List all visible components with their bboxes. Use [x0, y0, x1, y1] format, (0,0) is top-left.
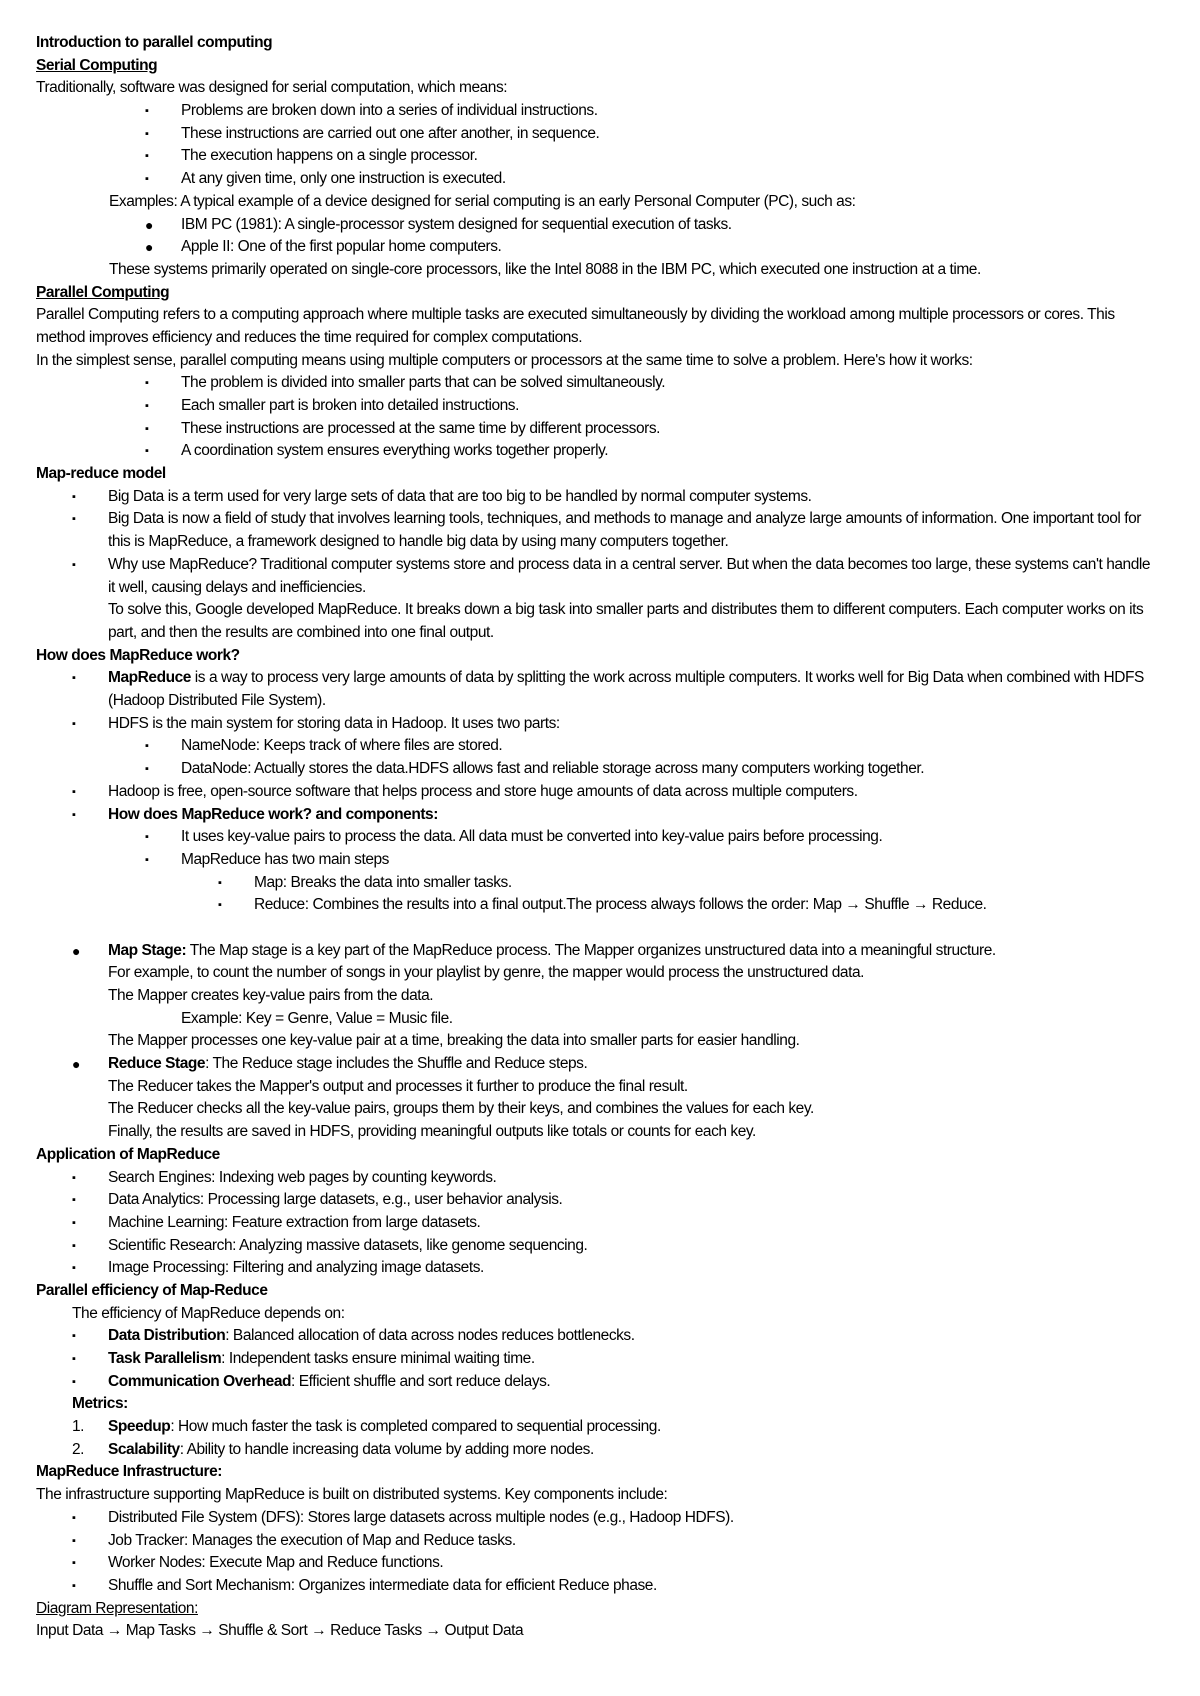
- bullet-marker: ▪: [72, 1194, 76, 1207]
- bullet-marker: ▪: [72, 558, 76, 571]
- model-bullet-continuation: To solve this, Google developed MapReduce. It breaks down a big task into smaller parts and distributes them to different computers. Each computer works on its part, and then the results are combined into one final output.: [108, 601, 1144, 641]
- parallel-heading: Parallel Computing: [36, 283, 170, 301]
- efficiency-item: ▪ Data Distribution: Balanced allocation of data across nodes reduces bottlenecks.: [36, 1325, 1160, 1348]
- parallel-bullet: ▪ Each smaller part is broken into detailed instructions.: [36, 395, 1160, 418]
- bullet-marker: ▪: [72, 672, 76, 685]
- bullet-marker: ▪: [72, 785, 76, 798]
- application-item: ▪ Data Analytics: Processing large datasets, e.g., user behavior analysis.: [36, 1189, 1160, 1212]
- bullet-marker: ●: [72, 942, 81, 959]
- serial-bullet: ▪ At any given time, only one instruction is executed.: [36, 168, 1160, 191]
- bullet-marker: ▪: [72, 1216, 76, 1229]
- how-work-bullet: ▪ MapReduce is a way to process very large amounts of data by splitting the work across multiple computers. It works well for Big Data when combined with HDFS (Hadoop Distributed File System).: [72, 669, 1144, 710]
- bullet-marker: ▪: [72, 1375, 76, 1388]
- bullet-marker: ▪: [145, 740, 149, 753]
- serial-bullet: ▪ Problems are broken down into a series of individual instructions.: [36, 100, 1160, 123]
- parallel-paragraph: In the simplest sense, parallel computing means using multiple computers or processors at the same time to solve a problem. Here's how it works:: [36, 351, 973, 369]
- bullet-marker: ▪: [145, 853, 149, 866]
- infrastructure-intro: The infrastructure supporting MapReduce is built on distributed systems. Key components include:: [36, 1486, 668, 1504]
- bullet-marker: ▪: [72, 717, 76, 730]
- model-bullet: ▪ Why use MapReduce? Traditional computer systems store and process data in a central server. But when the data becomes too large, these systems can't handle it well, causing delays and inefficiencies.: [72, 555, 1151, 596]
- application-item: ▪ Scientific Research: Analyzing massive datasets, like genome sequencing.: [36, 1235, 1160, 1258]
- model-bullet: ▪ Big Data is now a field of study that involves learning tools, techniques, and methods to manage and analyze large amounts of information. One important tool for this is MapReduce, a framework designed to handle big data by using many computers together.: [72, 510, 1141, 551]
- bullet-marker: ●: [145, 239, 154, 256]
- how-work-heading: How does MapReduce work?: [36, 646, 240, 664]
- bullet-marker: ▪: [145, 377, 149, 390]
- bullet-marker: ▪: [72, 1171, 76, 1184]
- bullet-marker: ▪: [72, 1330, 76, 1343]
- bullet-marker: ▪: [145, 422, 149, 435]
- infrastructure-item: ▪ Job Tracker: Manages the execution of Map and Reduce tasks.: [36, 1530, 1160, 1553]
- bullet-marker: ▪: [145, 400, 149, 413]
- bullet-marker: ▪: [145, 445, 149, 458]
- serial-examples-line: Examples: A typical example of a device designed for serial computing is an early Personal Computer (PC), such as:: [109, 192, 856, 210]
- infrastructure-item: ▪ Distributed File System (DFS): Stores large datasets across multiple nodes (e.g., Hadoop HDFS).: [36, 1507, 1160, 1530]
- mapreduce-model-heading: Map-reduce model: [36, 465, 166, 483]
- bullet-marker: ●: [145, 216, 154, 233]
- application-heading: Application of MapReduce: [36, 1145, 220, 1163]
- hdfs-sub-bullet: ▪ DataNode: Actually stores the data.HDFS allows fast and reliable storage across many computers working together.: [36, 758, 1160, 781]
- diagram-flow: Input Data → Map Tasks → Shuffle & Sort → Reduce Tasks → Output Data: [36, 1622, 524, 1640]
- efficiency-intro: The efficiency of MapReduce depends on:: [72, 1304, 345, 1322]
- application-item: ▪ Search Engines: Indexing web pages by counting keywords.: [36, 1167, 1160, 1190]
- hdfs-sub-bullet: ▪ NameNode: Keeps track of where files are stored.: [36, 735, 1160, 758]
- bullet-marker: ▪: [72, 490, 76, 503]
- list-number: 1.: [72, 1418, 85, 1436]
- bullet-marker: ▪: [72, 1534, 76, 1547]
- bullet-marker: ▪: [218, 899, 222, 912]
- spacer: [36, 917, 1160, 940]
- parallel-bullet: ▪ A coordination system ensures everything works together properly.: [36, 440, 1160, 463]
- model-bullet: ▪ Big Data is a term used for very large sets of data that are too big to be handled by normal computer systems.: [36, 486, 1160, 509]
- serial-example: ● Apple II: One of the first popular home computers.: [36, 236, 1160, 259]
- bullet-marker: ▪: [145, 831, 149, 844]
- bullet-marker: ●: [72, 1056, 81, 1073]
- bullet-marker: ▪: [72, 1262, 76, 1275]
- infrastructure-item: ▪ Shuffle and Sort Mechanism: Organizes intermediate data for efficient Reduce phase.: [36, 1575, 1160, 1598]
- serial-example: ● IBM PC (1981): A single-processor system designed for sequential execution of tasks.: [36, 214, 1160, 237]
- bullet-marker: ▪: [72, 513, 76, 526]
- metric-item: 2. Scalability: Ability to handle increasing data volume by adding more nodes.: [36, 1439, 1160, 1462]
- reduce-stage-line: The Reducer takes the Mapper's output and processes it further to produce the final result.: [108, 1077, 688, 1095]
- bullet-marker: ▪: [72, 1557, 76, 1570]
- how-work-bullet: ▪ Hadoop is free, open-source software that helps process and store huge amounts of data across multiple computers.: [36, 781, 1160, 804]
- efficiency-item: ▪ Task Parallelism: Independent tasks ensure minimal waiting time.: [36, 1348, 1160, 1371]
- steps-sub-bullet: ▪ Map: Breaks the data into smaller tasks.: [36, 872, 1160, 895]
- map-stage-line: The Mapper creates key-value pairs from the data.: [108, 987, 434, 1005]
- parallel-bullet: ▪ These instructions are processed at the same time by different processors.: [36, 418, 1160, 441]
- bullet-marker: ▪: [218, 876, 222, 889]
- components-sub-bullet: ▪ MapReduce has two main steps: [36, 849, 1160, 872]
- bullet-marker: ▪: [72, 1579, 76, 1592]
- metric-item: 1. Speedup: How much faster the task is completed compared to sequential processing.: [36, 1416, 1160, 1439]
- serial-heading: Serial Computing: [36, 56, 158, 74]
- parallel-paragraph: Parallel Computing refers to a computing approach where multiple tasks are executed simultaneously by dividing the workload among multiple processors or cores. This method improves efficiency and reduces the time required for complex computations.: [36, 306, 1115, 346]
- bullet-marker: ▪: [145, 150, 149, 163]
- list-number: 2.: [72, 1440, 85, 1458]
- reduce-stage-line: Finally, the results are saved in HDFS, providing meaningful outputs like totals or counts for each key.: [108, 1123, 756, 1141]
- steps-sub-bullet: ▪ Reduce: Combines the results into a final output.The process always follows the order: Map → Shuffle → Reduce.: [36, 894, 1160, 917]
- bullet-marker: ▪: [72, 808, 76, 821]
- components-sub-bullet: ▪ It uses key-value pairs to process the data. All data must be converted into key-value pairs before processing.: [36, 826, 1160, 849]
- bullet-marker: ▪: [72, 1511, 76, 1524]
- infrastructure-heading: MapReduce Infrastructure:: [36, 1463, 222, 1481]
- map-stage-line: The Mapper processes one key-value pair at a time, breaking the data into smaller parts for easier handling.: [108, 1032, 800, 1050]
- serial-bullet: ▪ The execution happens on a single processor.: [36, 145, 1160, 168]
- parallel-bullet: ▪ The problem is divided into smaller parts that can be solved simultaneously.: [36, 372, 1160, 395]
- infrastructure-item: ▪ Worker Nodes: Execute Map and Reduce functions.: [36, 1552, 1160, 1575]
- metrics-label: Metrics:: [72, 1395, 128, 1413]
- bullet-marker: ▪: [72, 1353, 76, 1366]
- map-stage-line: For example, to count the number of songs in your playlist by genre, the mapper would process the unstructured data.: [108, 964, 864, 982]
- efficiency-heading: Parallel efficiency of Map-Reduce: [36, 1281, 268, 1299]
- reduce-stage-bullet: ● Reduce Stage: The Reduce stage includes the Shuffle and Reduce steps.: [36, 1053, 1160, 1076]
- how-work-bullet: ▪ How does MapReduce work? and components:: [36, 804, 1160, 827]
- serial-intro: Traditionally, software was designed for serial computation, which means:: [36, 79, 508, 97]
- bullet-marker: ▪: [145, 105, 149, 118]
- bullet-marker: ▪: [145, 763, 149, 776]
- map-stage-example: Example: Key = Genre, Value = Music file.: [181, 1009, 453, 1027]
- bullet-marker: ▪: [72, 1239, 76, 1252]
- diagram-heading: Diagram Representation:: [36, 1599, 198, 1617]
- how-work-bullet: ▪ HDFS is the main system for storing data in Hadoop. It uses two parts:: [36, 713, 1160, 736]
- efficiency-item: ▪ Communication Overhead: Efficient shuffle and sort reduce delays.: [36, 1371, 1160, 1394]
- serial-bullet: ▪ These instructions are carried out one after another, in sequence.: [36, 123, 1160, 146]
- application-item: ▪ Machine Learning: Feature extraction from large datasets.: [36, 1212, 1160, 1235]
- bullet-marker: ▪: [145, 173, 149, 186]
- map-stage-bullet: ● Map Stage: The Map stage is a key part of the MapReduce process. The Mapper organizes unstructured data into a meaningful structure.: [36, 940, 1160, 963]
- application-item: ▪ Image Processing: Filtering and analyzing image datasets.: [36, 1257, 1160, 1280]
- serial-closing: These systems primarily operated on single-core processors, like the Intel 8088 in the IBM PC, which executed one instruction at a time.: [109, 260, 981, 278]
- document-title: Introduction to parallel computing: [36, 34, 273, 51]
- reduce-stage-line: The Reducer checks all the key-value pairs, groups them by their keys, and combines the values for each key.: [108, 1100, 814, 1118]
- bullet-marker: ▪: [145, 127, 149, 140]
